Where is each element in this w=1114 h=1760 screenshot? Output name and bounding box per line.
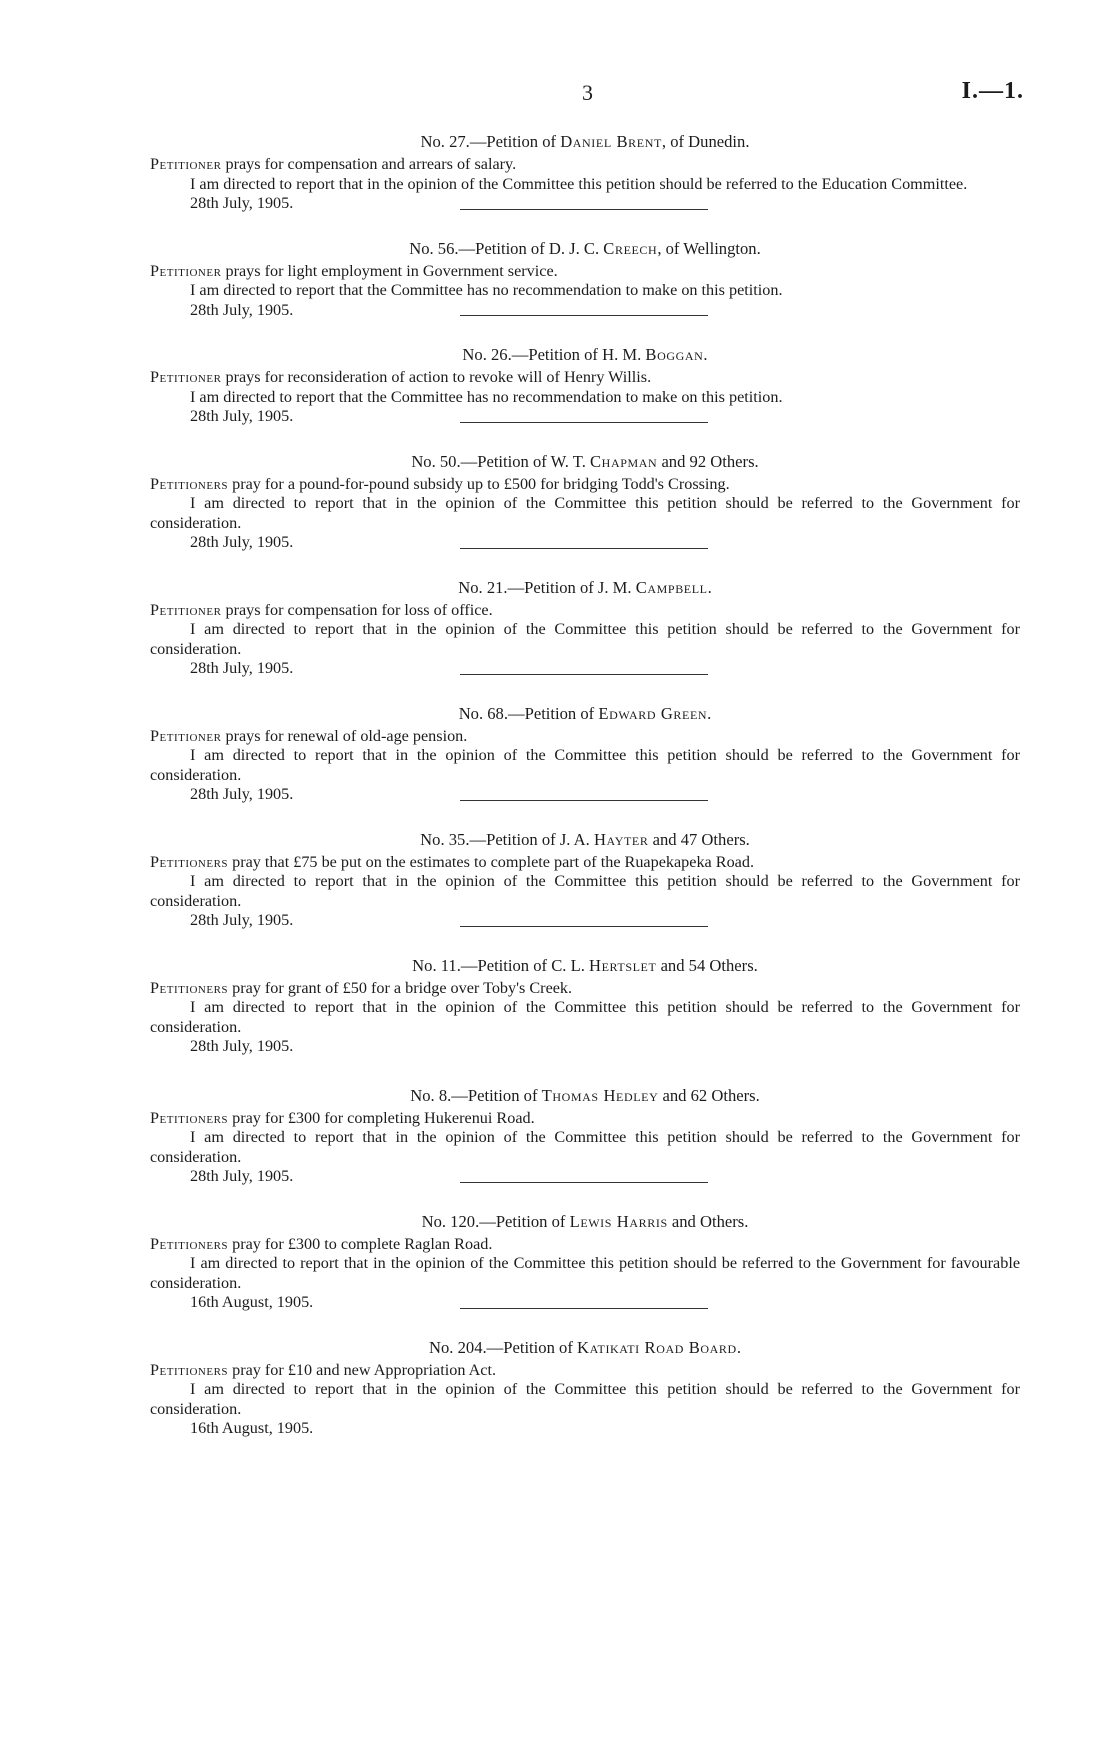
petition-prayer: Petitioner prays for renewal of old-age pension.	[150, 726, 468, 745]
committee-report: I am directed to report that the Committee has no recommendation to make on this petition.	[190, 387, 783, 406]
report-date: 28th July, 1905.	[190, 300, 294, 319]
petition-entry	[150, 1086, 1020, 1212]
petition-heading: No. 204.—Petition of Katikati Road Board.	[429, 1337, 741, 1357]
petition-entry	[150, 830, 1020, 956]
report-date: 16th August, 1905.	[190, 1293, 314, 1311]
petition-heading: No. 21.—Petition of J. M. Campbell.	[458, 577, 712, 597]
report-date: 28th July, 1905.	[190, 407, 294, 425]
petition-entry	[150, 132, 1020, 239]
committee-report: I am directed to report that in the opinion of the Committee this petition should be referred to the Government for consideration.	[150, 494, 1020, 532]
page-header	[0, 80, 1114, 110]
petitioner-name: Hayter	[593, 829, 649, 849]
petition-heading: No. 26.—Petition of H. M. Boggan.	[462, 345, 708, 364]
petitioner-name: Hertslet	[589, 955, 657, 975]
report-date: 16th August, 1905.	[190, 1419, 314, 1437]
petitioner-name: Boggan	[645, 345, 704, 364]
committee-report: I am directed to report that in the opinion of the Committee this petition should be referred to the Government for consideration.	[150, 872, 1020, 910]
petition-prayer: Petitioners pray for £300 to complete Raglan Road.	[150, 1234, 493, 1253]
petitioner-name: Lewis Harris	[569, 1211, 668, 1231]
petition-prayer: Petitioners pray for grant of £50 for a bridge over Toby's Creek.	[150, 978, 573, 997]
petitioner-name: Creech	[603, 238, 658, 258]
petitioner-name: Daniel Brent	[560, 132, 662, 151]
report-date: 28th July, 1905.	[190, 194, 294, 212]
petition-heading: No. 120.—Petition of Lewis Harris and Others.	[421, 1211, 749, 1231]
committee-report: I am directed to report that in the opinion of the Committee this petition should be referred to the Government for consideration.	[150, 998, 1020, 1036]
petition-list	[150, 132, 1020, 1439]
committee-report: I am directed to report that in the opinion of the Committee this petition should be referred to the Government for consideration.	[150, 746, 1020, 784]
petition-prayer: Petitioners pray for a pound-for-pound subsidy up to £500 for bridging Todd's Crossing.	[150, 474, 730, 493]
petition-heading: No. 56.—Petition of D. J. C. Creech, of Wellington.	[409, 238, 761, 258]
petition-entry	[150, 578, 1020, 704]
petition-entry	[150, 239, 1020, 346]
petition-entry	[150, 1212, 1020, 1338]
committee-report: I am directed to report that the Committee has no recommendation to make on this petition.	[190, 281, 783, 299]
petition-entry	[150, 452, 1020, 578]
report-date: 28th July, 1905.	[190, 659, 294, 677]
report-date: 28th July, 1905.	[190, 1167, 294, 1185]
petitioner-name: Campbell	[635, 577, 708, 597]
petition-entry	[150, 956, 1020, 1086]
petition-entry	[150, 704, 1020, 830]
committee-report: I am directed to report that in the opinion of the Committee this petition should be referred to the Education Committee.	[190, 174, 968, 193]
committee-report: I am directed to report that in the opinion of the Committee this petition should be referred to the Government for consideration.	[150, 620, 1020, 658]
committee-report: I am directed to report that in the opinion of the Committee this petition should be referred to the Government for consideration.	[150, 1380, 1020, 1418]
petition-heading: No. 68.—Petition of Edward Green.	[458, 703, 712, 723]
petition-prayer: Petitioner prays for reconsideration of action to revoke will of Henry Willis.	[150, 368, 652, 386]
petition-heading: No. 50.—Petition of W. T. Chapman and 92 Others.	[411, 451, 759, 471]
petition-entry	[150, 345, 1020, 452]
report-date: 28th July, 1905.	[190, 785, 294, 803]
petitioner-name: Thomas Hedley	[541, 1085, 659, 1105]
petition-heading: No. 8.—Petition of Thomas Hedley and 62 Others.	[410, 1085, 760, 1105]
petition-prayer: Petitioner prays for compensation for loss of office.	[150, 600, 493, 619]
petition-prayer: Petitioner prays for compensation and arrears of salary.	[150, 155, 517, 173]
document-reference: I.—1.	[961, 78, 1024, 104]
petition-prayer: Petitioner prays for light employment in Government service.	[150, 261, 558, 280]
report-date: 28th July, 1905.	[190, 911, 294, 929]
petition-heading: No. 35.—Petition of J. A. Hayter and 47 Others.	[420, 829, 750, 849]
petition-heading: No. 11.—Petition of C. L. Hertslet and 54 Others.	[412, 955, 758, 975]
petitioner-name: Chapman	[590, 451, 658, 471]
report-date: 28th July, 1905.	[190, 533, 294, 551]
committee-report: I am directed to report that in the opinion of the Committee this petition should be referred to the Government for consideration.	[150, 1128, 1020, 1166]
petition-prayer: Petitioners pray that £75 be put on the estimates to complete part of the Ruapekapeka Road.	[150, 852, 754, 871]
petition-heading: No. 27.—Petition of Daniel Brent, of Dunedin.	[420, 132, 750, 151]
petition-prayer: Petitioners pray for £300 for completing Hukerenui Road.	[150, 1108, 535, 1127]
report-date: 28th July, 1905.	[190, 1037, 294, 1055]
petition-entry	[150, 1338, 1020, 1439]
page-number: 3	[582, 80, 593, 105]
committee-report: I am directed to report that in the opinion of the Committee this petition should be referred to the Government for favourable consideration.	[150, 1254, 1020, 1292]
petitioner-name: Edward Green	[598, 703, 708, 723]
petitioner-name: Katikati Road Board	[577, 1337, 737, 1357]
petition-prayer: Petitioners pray for £10 and new Appropriation Act.	[150, 1360, 496, 1379]
